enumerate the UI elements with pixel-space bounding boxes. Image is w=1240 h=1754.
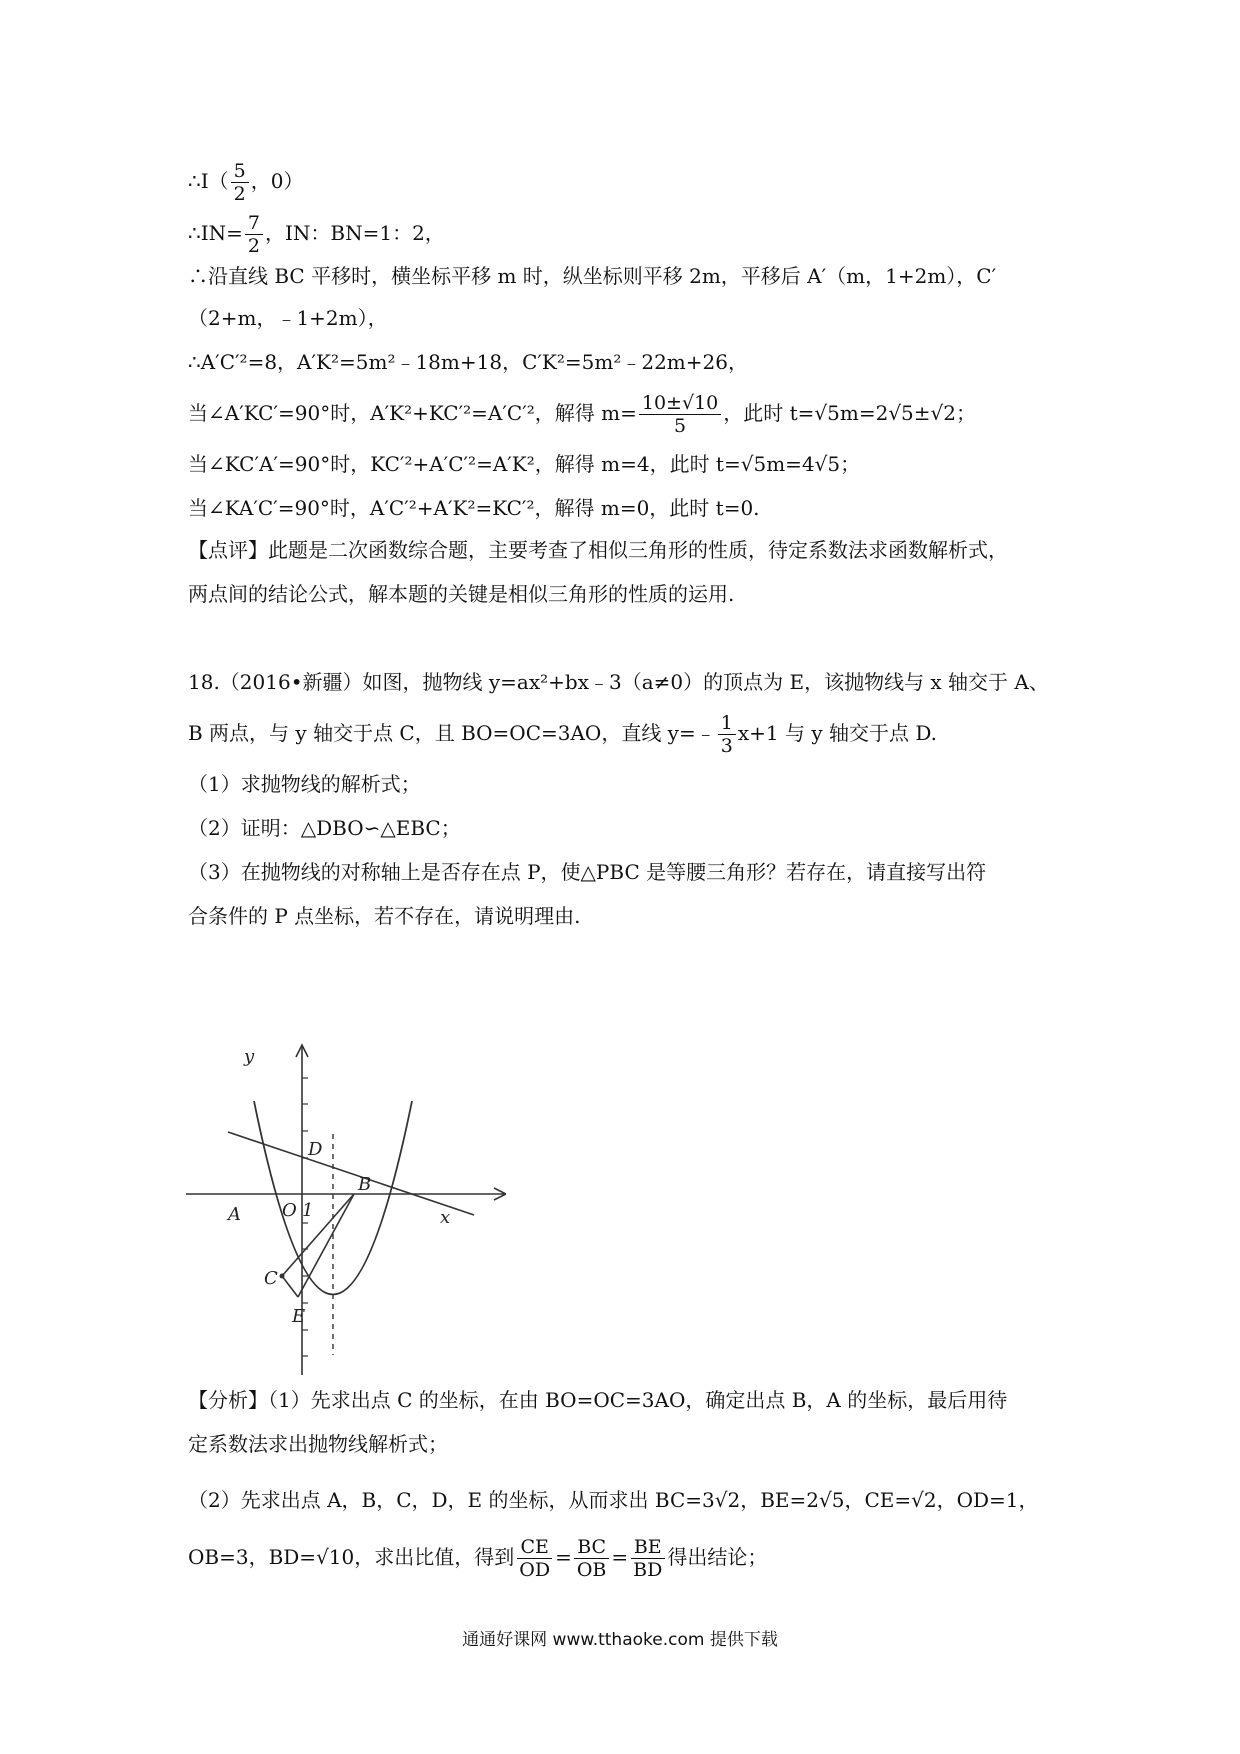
label-d: D bbox=[308, 1139, 323, 1160]
fraction bbox=[245, 212, 263, 257]
text: ∴IN= bbox=[188, 221, 243, 245]
denominator: 5 bbox=[674, 415, 687, 437]
text: 得出结论； bbox=[667, 1545, 768, 1569]
fraction bbox=[574, 1536, 610, 1581]
label-o: O bbox=[282, 1200, 297, 1221]
text: x+1 与 y 轴交于点 D. bbox=[737, 721, 938, 745]
line-case-3: 当∠KA′C′=90°时，A′C′²+A′K²=KC′²，解得 m=0，此时 t=0. bbox=[188, 496, 760, 520]
denominator: 2 bbox=[233, 183, 246, 205]
fraction bbox=[639, 392, 721, 437]
numerator: 1 bbox=[718, 712, 736, 735]
page-footer: 通通好课网 www.tthaoke.com 提供下载 bbox=[462, 1630, 778, 1650]
label-x: x bbox=[440, 1207, 451, 1228]
fraction bbox=[231, 160, 249, 205]
label-a: A bbox=[228, 1204, 241, 1225]
line-point-i bbox=[188, 160, 303, 205]
label-e: E bbox=[292, 1306, 306, 1327]
line-distances: ∴A′C′²=8，A′K²=5m²﹣18m+18，C′K²=5m²﹣22m+26， bbox=[188, 350, 748, 374]
label-y: y bbox=[244, 1046, 255, 1067]
text: ，此时 t=√5m=2√5±√2； bbox=[723, 401, 977, 425]
segment-ce bbox=[282, 1276, 298, 1297]
line-c-prime: （2+m，﹣1+2m）， bbox=[188, 306, 388, 330]
question-18-stem: 18.（2016•新疆）如图，抛物线 y=ax²+bx﹣3（a≠0）的顶点为 E，该抛物线与 x 轴交于 A、 bbox=[188, 670, 1049, 694]
line-in bbox=[188, 212, 445, 257]
label-one: 1 bbox=[302, 1200, 314, 1221]
fraction bbox=[516, 1536, 553, 1581]
question-18-part-2: （2）证明：△DBO∽△EBC； bbox=[188, 816, 461, 840]
question-18-part-3b: 合条件的 P 点坐标，若不存在，请说明理由. bbox=[188, 904, 581, 928]
parabola-figure bbox=[186, 1040, 506, 1380]
text: ∴I（ bbox=[188, 169, 229, 193]
line-case-1 bbox=[188, 392, 976, 437]
analysis-3: （2）先求出点 A，B，C，D，E 的坐标，从而求出 BC=3√2，BE=2√5，CE=√2，OD=1， bbox=[188, 1488, 1039, 1512]
analysis-1: 【分析】（1）先求出点 C 的坐标，在由 BO=OC=3AO，确定出点 B，A 的坐标，最后用待 bbox=[188, 1388, 1008, 1412]
line-case-2: 当∠KC′A′=90°时，KC′²+A′C′²=A′K²，解得 m=4，此时 t=√5m=4√5； bbox=[188, 452, 861, 476]
analysis-2: 定系数法求出抛物线解析式； bbox=[188, 1432, 448, 1456]
line-comment-2: 两点间的结论公式，解本题的关键是相似三角形的性质的运用. bbox=[188, 582, 735, 606]
numerator: BC bbox=[574, 1536, 609, 1559]
numerator: 5 bbox=[231, 160, 249, 183]
numerator: BE bbox=[631, 1536, 665, 1559]
denominator: 3 bbox=[720, 735, 733, 757]
question-18-part-1: （1）求抛物线的解析式； bbox=[188, 772, 421, 796]
denominator: 2 bbox=[247, 235, 260, 257]
numerator: CE bbox=[517, 1536, 551, 1559]
line-comment-1: 【点评】此题是二次函数综合题，主要考查了相似三角形的性质，待定系数法求函数解析式， bbox=[188, 538, 1008, 562]
numerator: 10±√10 bbox=[639, 392, 721, 415]
label-b: B bbox=[358, 1174, 372, 1195]
text: 当∠A′KC′=90°时，A′K²+KC′²=A′C′²，解得 m= bbox=[188, 401, 637, 425]
text: ，IN：BN=1：2， bbox=[264, 221, 445, 245]
denominator: OB bbox=[576, 1559, 607, 1581]
fraction bbox=[630, 1536, 665, 1581]
question-18-stem-2 bbox=[188, 712, 937, 757]
question-18-part-3: （3）在抛物线的对称轴上是否存在点 P，使△PBC 是等腰三角形？若存在，请直接写出符 bbox=[188, 860, 987, 884]
text: OB=3，BD=√10，求出比值，得到 bbox=[188, 1545, 515, 1569]
analysis-4: OB=3，BD=√10，求出比值，得到 $\frac{CE}{OD}$ = $\frac{BC}{OB}$ = $\frac{BE}{BD}$ 得出结论； bbox=[188, 1536, 768, 1581]
denominator: OD bbox=[519, 1559, 551, 1581]
point-c bbox=[280, 1274, 285, 1279]
line-bd bbox=[228, 1132, 474, 1215]
label-c: C bbox=[264, 1268, 278, 1289]
text: B 两点，与 y 轴交于点 C，且 BO=OC=3AO，直线 y=﹣ bbox=[188, 721, 716, 745]
denominator: BD bbox=[633, 1559, 663, 1581]
line-translation: ∴沿直线 BC 平移时，横坐标平移 m 时，纵坐标则平移 2m，平移后 A′（m，1+2m），C′ bbox=[188, 264, 997, 288]
fraction bbox=[718, 712, 736, 757]
text: ，0） bbox=[250, 169, 304, 193]
numerator: 7 bbox=[245, 212, 263, 235]
